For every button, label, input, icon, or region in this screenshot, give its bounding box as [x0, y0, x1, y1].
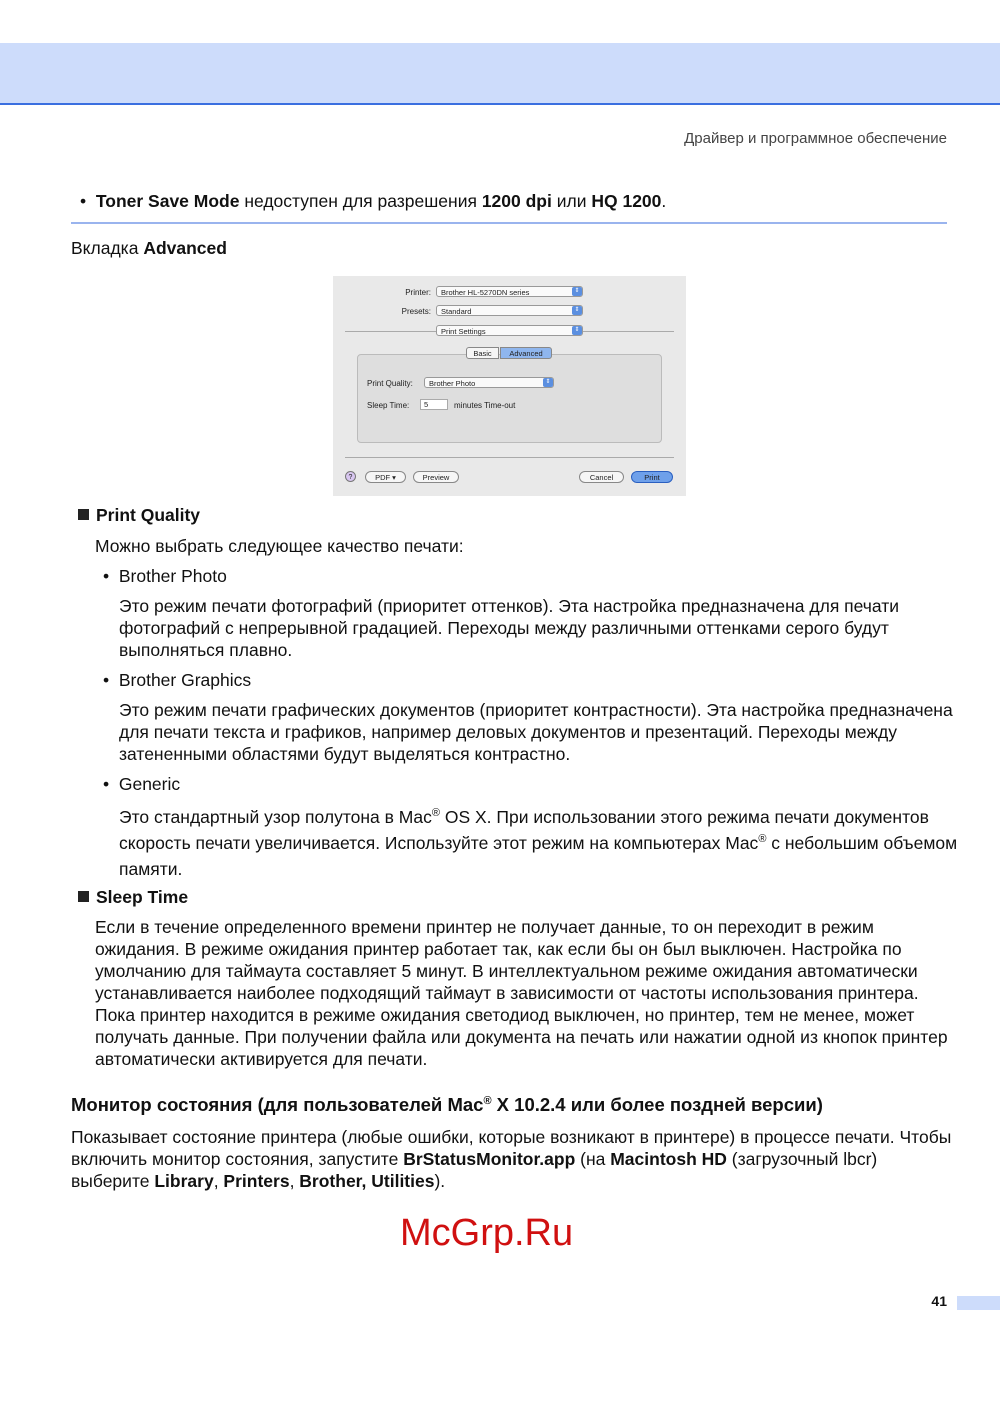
tab-basic[interactable]: Basic: [466, 347, 499, 359]
text: Sleep Time: [96, 887, 189, 907]
term: Library: [154, 1171, 214, 1191]
item-title: • Brother Graphics: [103, 670, 252, 690]
pane-select[interactable]: [436, 325, 583, 336]
help-icon[interactable]: ?: [345, 471, 356, 482]
toner-note: • Toner Save Mode недоступен для разрешения 1200 dpi или HQ 1200.: [80, 191, 667, 211]
text: Показывает состояние принтера (любые ошибки, которые возникают в принтере) в процессе печати. Чтобы включить монитор состояния, запустите: [71, 1127, 952, 1169]
term: BrStatusMonitor.app: [403, 1149, 576, 1169]
term: Advanced: [143, 238, 227, 258]
sleep-unit: minutes Time-out: [454, 401, 516, 410]
body-text: [0, 504, 1000, 1192]
text: Монитор состояния (для пользователей Mac: [71, 1094, 484, 1115]
text: ,: [213, 1171, 224, 1191]
value: Brother HL-5270DN series: [441, 288, 530, 297]
divider: [345, 457, 674, 458]
page-number-bar: [957, 1296, 1000, 1310]
section-header: Драйвер и программное обеспечение: [684, 130, 947, 147]
text: X 10.2.4 или более поздней версии): [491, 1094, 823, 1115]
reg-mark: ®: [431, 807, 440, 820]
text: (на: [575, 1149, 611, 1169]
divider: [71, 222, 947, 224]
term: Toner Save Mode: [95, 191, 240, 211]
square-bullet-icon: [78, 891, 89, 902]
stepper-icon: ⇕: [543, 378, 553, 387]
reg-mark: ®: [758, 833, 767, 846]
value: Brother Photo: [429, 379, 476, 388]
term: Brother, Utilities: [299, 1171, 435, 1191]
print-quality-heading: [78, 504, 1000, 526]
text: Generic: [118, 774, 181, 794]
square-bullet-icon: [78, 509, 89, 520]
term: 1200 dpi: [481, 191, 552, 211]
item-desc: Это режим печати фотографий (приоритет оттенков). Эта настройка предназначена для печати фотографий с непрерывной градацией. Переходы между различными оттенками серого будут выполняться плавно.: [119, 596, 900, 660]
presets-label: Presets:: [401, 307, 431, 316]
value: Print Settings: [441, 327, 486, 336]
print-quality-intro: Можно выбрать следующее качество печати:: [95, 536, 464, 556]
stepper-icon: ⇕: [572, 306, 582, 315]
text: Вкладка: [71, 238, 144, 258]
item-title: • Brother Photo: [103, 566, 227, 586]
item-title: • Generic: [103, 774, 181, 794]
text: недоступен для разрешения: [239, 191, 482, 211]
presets-select[interactable]: [436, 305, 583, 316]
watermark: McGrp.Ru: [400, 1212, 574, 1254]
text: Это стандартный узор полутона в Mac: [119, 807, 432, 827]
monitor-heading: [71, 1093, 1000, 1117]
term: HQ 1200: [591, 191, 662, 211]
print-dialog-screenshot: [333, 276, 686, 496]
item-desc: Это режим печати графических документов (приоритет контрастности). Эта настройка предназначена для печати текста и графиков, например деловых документов и презентаций. Переходы между затененными областями будут выделяться контрастно.: [119, 700, 953, 764]
tab-advanced[interactable]: Advanced: [500, 347, 552, 359]
page-number: 41: [931, 1293, 947, 1309]
cancel-button[interactable]: Cancel: [579, 471, 624, 483]
monitor-desc: [71, 1126, 956, 1192]
sleep-label: Sleep Time:: [367, 401, 410, 410]
term: Macintosh HD: [610, 1149, 727, 1169]
text: Print Quality: [96, 505, 201, 525]
text: с небольшим объемом памяти.: [119, 833, 958, 879]
quality-select[interactable]: [424, 377, 554, 388]
printer-label: Printer:: [405, 288, 431, 297]
sleep-input[interactable]: 5: [420, 399, 448, 410]
preview-button[interactable]: Preview: [413, 471, 459, 483]
text: OS X. При использовании этого режима печати документов скорость печати увеличивается. Используйте этот режим на компьютерах Mac: [119, 807, 929, 853]
value: Standard: [441, 307, 472, 316]
text: или: [551, 191, 592, 211]
text: Brother Photo: [118, 566, 227, 586]
reg-mark: ®: [483, 1094, 492, 1107]
pdf-button[interactable]: PDF ▾: [365, 471, 406, 483]
text: (загрузочный lbcr) выберите: [71, 1149, 878, 1191]
stepper-icon: ⇕: [572, 326, 582, 335]
text: Brother Graphics: [118, 670, 252, 690]
term: Printers: [223, 1171, 290, 1191]
header-band: [0, 43, 1000, 105]
text: .: [661, 191, 667, 211]
quality-label: Print Quality:: [367, 379, 413, 388]
text: ,: [289, 1171, 300, 1191]
printer-select[interactable]: [436, 286, 583, 297]
sleep-time-heading: [78, 886, 1000, 908]
stepper-icon: ⇕: [572, 287, 582, 296]
print-button[interactable]: Print: [631, 471, 673, 483]
text: ).: [434, 1171, 446, 1191]
item-desc: [119, 804, 959, 882]
settings-panel: [357, 354, 662, 443]
tab-heading: [71, 237, 227, 259]
sleep-time-desc: Если в течение определенного времени принтер не получает данные, то он переходит в режим ожидания. В режиме ожидания принтер работает так, как если бы он был выключен. Настройка по умолчанию для таймаута составляет 5 минут. В интеллектуальном режиме ожидания автоматически устанавливается наиболее подходящий таймаут в зависимости от частоты использования принтера. Пока принтер находится в режиме ожидания светодиод выключен, но принтер, тем не менее, может получать данные. При получении файла или документа на печать или нажатии одной из кнопок принтер автоматически активируется для печати.: [95, 917, 948, 1069]
